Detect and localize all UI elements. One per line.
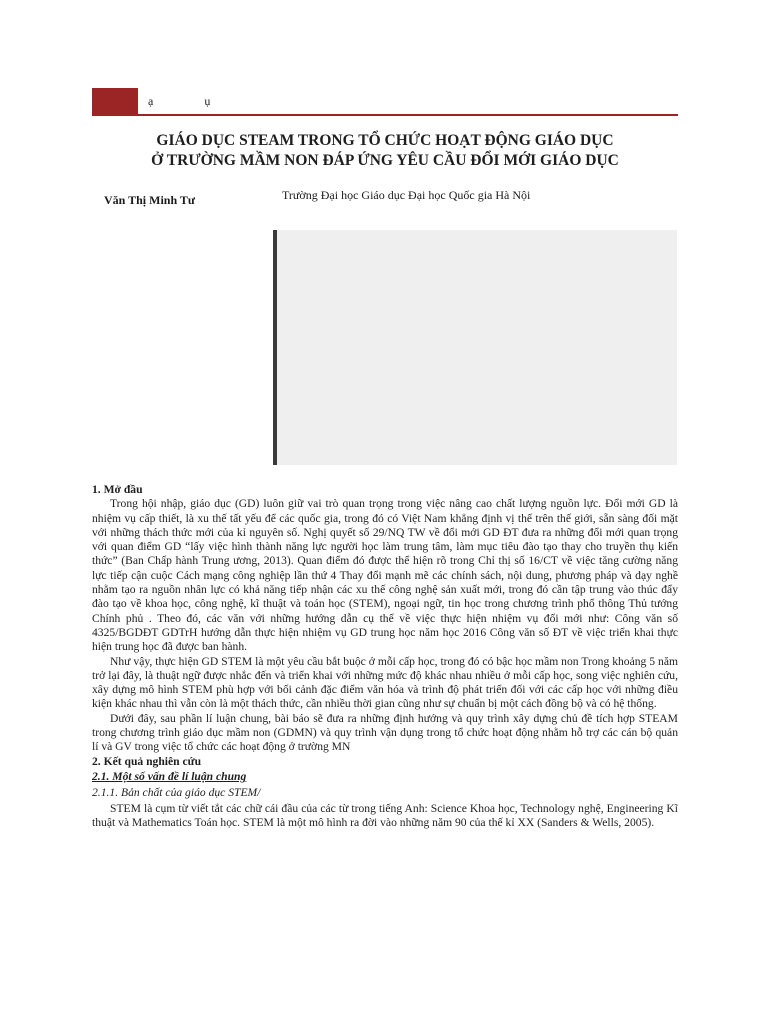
running-header: ạ ụ [148, 94, 211, 108]
author-affiliation: Trường Đại học Giáo dục Đại học Quốc gia Hà Nội [282, 188, 531, 202]
title-line-1: GIÁO DỤC STEAM TRONG TỔ CHỨC HOẠT ĐỘNG GIÁO DỤC [156, 132, 614, 149]
title-line-2: Ở TRƯỜNG MẦM NON ĐÁP ỨNG YÊU CẦU ĐỔI MỚI GIÁO DỤC [151, 152, 619, 169]
section-heading-intro: 1. Mở đầu [92, 483, 143, 496]
article-title [92, 131, 678, 171]
subsection-heading-theory: 2.1. Một số vấn đề lí luận chung [92, 769, 247, 783]
subsubsection-heading-stem: 2.1.1. Bản chất của giáo dục STEM/ [92, 786, 261, 800]
paragraph: Dưới đây, sau phần lí luận chung, bài báo sẽ đưa ra những định hướng và quy trình xây dựng chủ đề tích hợp STEAM trong chương trình giáo dục mầm non (GDMN) và quy trình vận dụng trong tổ chức hoạt động nhằm hỗ trợ các cán bộ quản lí và GV trong việc tổ chức các hoạt động ở trường MN [92, 711, 678, 754]
paragraph: STEM là cụm từ viết tắt các chữ cái đầu của các từ trong tiếng Anh: Science Khoa học, Technology nghệ, Engineering Kĩ thuật và Mathematics Toán học. STEM là một mô hình ra đời vào những năm 90 của thế kỉ XX (Sanders & Wells, 2005). [92, 801, 678, 829]
header-color-block [92, 88, 138, 116]
abstract-box [273, 230, 677, 465]
paragraph: Như vậy, thực hiện GD STEM là một yêu cầu bắt buộc ở mỗi cấp học, trong đó có bậc học mầm non Trong khoảng 5 năm trở lại đây, là thuật ngữ được nhắc đến và triển khai với những mức độ khác nhau nhiều ở mỗi cấp học, song việc nghiên cứu, xây dựng mô hình STEM phù hợp với bối cảnh đặc điểm văn hóa và trình độ phát triển đối với các cấp học với những điều kiện khác nhau thì vẫn còn là một thách thức, cần nhiều thời gian cũng như sự chuẩn bị một cách đồng bộ và có hệ thống. [92, 654, 678, 711]
paragraph: Trong hội nhập, giáo dục (GD) luôn giữ vai trò quan trọng trong việc nâng cao chất lượng nguồn lực. Đổi mới GD là nhiệm vụ cấp thiết, là xu thế tất yếu để các quốc gia, trong đó có Việt Nam khẳng định vị thế trên thế giới, sẵn sàng đối mặt với những thách thức mới của kỉ nguyên số. Nghị quyết số 29/NQ TW về đổi mới GD ĐT đưa ra những đổi mới quan trọng với quan điểm GD “lấy việc hình thành năng lực người học làm trung tâm, làm mục tiêu đào tạo thay cho truyền thụ kiến thức” (Ban Chấp hành Trung ương, 2013). Quan điểm đó được thể hiện rõ trong Chỉ thị số 16/CT về việc tăng cường năng lực tiếp cận cuộc Cách mạng công nghiệp lần thứ 4 Thay đổi mạnh mẽ các chính sách, nội dung, phương pháp và dạy nghề nhằm tạo ra nguồn nhân lực có khả năng tiếp nhận các xu thế công nghệ sản xuất mới, trong đó cần tập trung vào thúc đẩy đào tạo về khoa học, công nghệ, kĩ thuật và toán học (STEM), ngoại ngữ, tin học trong chương trình phổ thông Thủ tướng Chính phủ . Theo đó, các văn với những hướng dẫn cụ thể về việc thực hiện nhiệm vụ đổi mới như: Công văn số 4325/BGDĐT GDTrH hướng dẫn thực hiện nhiệm vụ GD trung học năm học 2016 Công văn số ĐT về việc triển khai thực hiện trung học đã được ban hành. [92, 497, 678, 654]
section-heading-results: 2. Kết quả nghiên cứu [92, 754, 202, 768]
article-body [92, 483, 678, 830]
header-rule [92, 114, 678, 116]
author-name: Văn Thị Minh Tư [104, 193, 196, 207]
abstract-accent-bar [273, 230, 277, 465]
